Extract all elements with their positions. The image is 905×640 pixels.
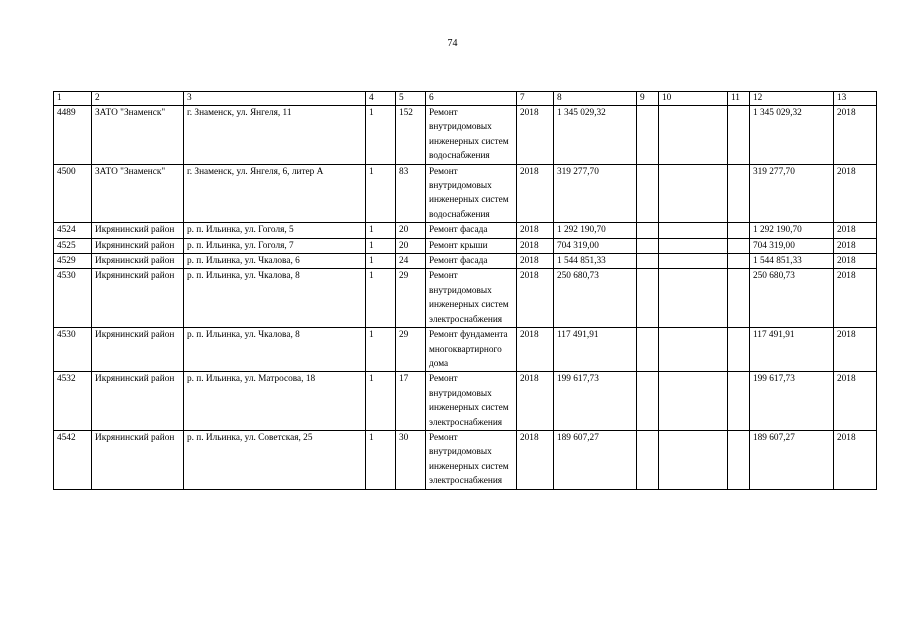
- cell-completion-year: 2018: [834, 106, 877, 165]
- cell-col-5: 29: [396, 328, 426, 372]
- cell-col-11: [728, 254, 750, 269]
- cell-address: р. п. Ильинка, ул. Чкалова, 8: [184, 328, 366, 372]
- cell-amount-total: 1 292 190,70: [750, 223, 834, 238]
- table-row: [54, 164, 877, 223]
- cell-address: р. п. Ильинка, ул. Чкалова, 6: [184, 254, 366, 269]
- cell-col-10: [659, 430, 728, 489]
- cell-col-10: [659, 106, 728, 165]
- cell-col-5: 83: [396, 164, 426, 223]
- cell-municipality: Икрянинский район: [92, 223, 184, 238]
- cell-col-4: 1: [366, 372, 396, 431]
- cell-number: 4525: [54, 238, 92, 253]
- column-number: 11: [728, 92, 750, 106]
- cell-address: р. п. Ильинка, ул. Гоголя, 5: [184, 223, 366, 238]
- cell-municipality: Икрянинский район: [92, 430, 184, 489]
- cell-work-type: Ремонт внутридомовых инженерных систем электроснабжения: [426, 269, 517, 328]
- cell-municipality: Икрянинский район: [92, 238, 184, 253]
- cell-col-9: [637, 238, 659, 253]
- cell-completion-year: 2018: [834, 254, 877, 269]
- cell-work-type: Ремонт внутридомовых инженерных систем электроснабжения: [426, 430, 517, 489]
- cell-municipality: Икрянинский район: [92, 254, 184, 269]
- column-number: 12: [750, 92, 834, 106]
- cell-amount-total: 189 607,27: [750, 430, 834, 489]
- cell-year: 2018: [517, 223, 554, 238]
- table-row: [54, 372, 877, 431]
- cell-number: 4500: [54, 164, 92, 223]
- cell-col-11: [728, 223, 750, 238]
- cell-amount: 704 319,00: [554, 238, 637, 253]
- cell-col-11: [728, 372, 750, 431]
- cell-amount-total: 1 544 851,33: [750, 254, 834, 269]
- cell-number: 4524: [54, 223, 92, 238]
- cell-completion-year: 2018: [834, 223, 877, 238]
- column-number-row: [54, 92, 877, 106]
- cell-address: р. п. Ильинка, ул. Гоголя, 7: [184, 238, 366, 253]
- cell-municipality: Икрянинский район: [92, 372, 184, 431]
- column-number: 5: [396, 92, 426, 106]
- cell-col-10: [659, 164, 728, 223]
- cell-amount-total: 319 277,70: [750, 164, 834, 223]
- cell-col-11: [728, 238, 750, 253]
- cell-col-9: [637, 164, 659, 223]
- column-number: 4: [366, 92, 396, 106]
- cell-address: р. п. Ильинка, ул. Советская, 25: [184, 430, 366, 489]
- column-number: 9: [637, 92, 659, 106]
- cell-col-5: 20: [396, 238, 426, 253]
- cell-number: 4489: [54, 106, 92, 165]
- cell-col-9: [637, 372, 659, 431]
- cell-year: 2018: [517, 106, 554, 165]
- cell-year: 2018: [517, 164, 554, 223]
- cell-col-4: 1: [366, 223, 396, 238]
- cell-col-4: 1: [366, 238, 396, 253]
- cell-col-11: [728, 328, 750, 372]
- cell-col-11: [728, 430, 750, 489]
- cell-amount: 250 680,73: [554, 269, 637, 328]
- cell-col-9: [637, 223, 659, 238]
- cell-col-5: 152: [396, 106, 426, 165]
- cell-work-type: Ремонт фасада: [426, 254, 517, 269]
- cell-col-9: [637, 106, 659, 165]
- cell-work-type: Ремонт внутридомовых инженерных систем водоснабжения: [426, 164, 517, 223]
- cell-col-5: 24: [396, 254, 426, 269]
- cell-amount: 1 544 851,33: [554, 254, 637, 269]
- cell-col-4: 1: [366, 269, 396, 328]
- cell-col-5: 30: [396, 430, 426, 489]
- cell-amount: 199 617,73: [554, 372, 637, 431]
- cell-municipality: Икрянинский район: [92, 269, 184, 328]
- column-number: 2: [92, 92, 184, 106]
- column-number: 7: [517, 92, 554, 106]
- cell-number: 4532: [54, 372, 92, 431]
- cell-amount: 117 491,91: [554, 328, 637, 372]
- cell-col-9: [637, 254, 659, 269]
- cell-work-type: Ремонт крыши: [426, 238, 517, 253]
- cell-address: р. п. Ильинка, ул. Матросова, 18: [184, 372, 366, 431]
- cell-col-11: [728, 164, 750, 223]
- cell-address: г. Знаменск, ул. Янгеля, 11: [184, 106, 366, 165]
- cell-year: 2018: [517, 372, 554, 431]
- cell-col-10: [659, 254, 728, 269]
- cell-col-9: [637, 269, 659, 328]
- cell-col-5: 17: [396, 372, 426, 431]
- table-row: [54, 223, 877, 238]
- page-number: 74: [447, 38, 458, 49]
- cell-col-4: 1: [366, 430, 396, 489]
- column-number: 1: [54, 92, 92, 106]
- cell-amount: 319 277,70: [554, 164, 637, 223]
- cell-amount: 1 345 029,32: [554, 106, 637, 165]
- cell-amount: 1 292 190,70: [554, 223, 637, 238]
- cell-municipality: ЗАТО "Знаменск": [92, 164, 184, 223]
- cell-amount-total: 1 345 029,32: [750, 106, 834, 165]
- cell-col-4: 1: [366, 328, 396, 372]
- cell-completion-year: 2018: [834, 328, 877, 372]
- cell-number: 4530: [54, 269, 92, 328]
- cell-amount-total: 117 491,91: [750, 328, 834, 372]
- cell-year: 2018: [517, 430, 554, 489]
- cell-amount: 189 607,27: [554, 430, 637, 489]
- column-number: 3: [184, 92, 366, 106]
- column-number: 10: [659, 92, 728, 106]
- cell-col-4: 1: [366, 164, 396, 223]
- cell-amount-total: 199 617,73: [750, 372, 834, 431]
- cell-col-4: 1: [366, 106, 396, 165]
- cell-col-4: 1: [366, 254, 396, 269]
- cell-address: г. Знаменск, ул. Янгеля, 6, литер А: [184, 164, 366, 223]
- cell-col-10: [659, 372, 728, 431]
- cell-col-11: [728, 269, 750, 328]
- cell-municipality: ЗАТО "Знаменск": [92, 106, 184, 165]
- cell-number: 4529: [54, 254, 92, 269]
- table-row: [54, 254, 877, 269]
- cell-col-5: 29: [396, 269, 426, 328]
- cell-col-10: [659, 238, 728, 253]
- column-number: 8: [554, 92, 637, 106]
- cell-amount-total: 704 319,00: [750, 238, 834, 253]
- cell-completion-year: 2018: [834, 164, 877, 223]
- cell-completion-year: 2018: [834, 372, 877, 431]
- cell-col-5: 20: [396, 223, 426, 238]
- table-row: [54, 269, 877, 328]
- cell-year: 2018: [517, 238, 554, 253]
- cell-work-type: Ремонт фундамента многоквартирного дома: [426, 328, 517, 372]
- cell-year: 2018: [517, 254, 554, 269]
- cell-col-10: [659, 223, 728, 238]
- cell-number: 4530: [54, 328, 92, 372]
- register-table: [53, 91, 877, 490]
- cell-completion-year: 2018: [834, 430, 877, 489]
- cell-work-type: Ремонт внутридомовых инженерных систем электроснабжения: [426, 372, 517, 431]
- cell-year: 2018: [517, 269, 554, 328]
- cell-col-10: [659, 328, 728, 372]
- table-row: [54, 238, 877, 253]
- cell-number: 4542: [54, 430, 92, 489]
- column-number: 6: [426, 92, 517, 106]
- register-table-body: [54, 92, 877, 490]
- cell-work-type: Ремонт внутридомовых инженерных систем водоснабжения: [426, 106, 517, 165]
- cell-municipality: Икрянинский район: [92, 328, 184, 372]
- cell-amount-total: 250 680,73: [750, 269, 834, 328]
- cell-address: р. п. Ильинка, ул. Чкалова, 8: [184, 269, 366, 328]
- cell-col-10: [659, 269, 728, 328]
- cell-col-11: [728, 106, 750, 165]
- column-number: 13: [834, 92, 877, 106]
- table-row: [54, 106, 877, 165]
- cell-completion-year: 2018: [834, 238, 877, 253]
- cell-work-type: Ремонт фасада: [426, 223, 517, 238]
- cell-col-9: [637, 328, 659, 372]
- cell-col-9: [637, 430, 659, 489]
- cell-completion-year: 2018: [834, 269, 877, 328]
- table-row: [54, 328, 877, 372]
- cell-year: 2018: [517, 328, 554, 372]
- table-row: [54, 430, 877, 489]
